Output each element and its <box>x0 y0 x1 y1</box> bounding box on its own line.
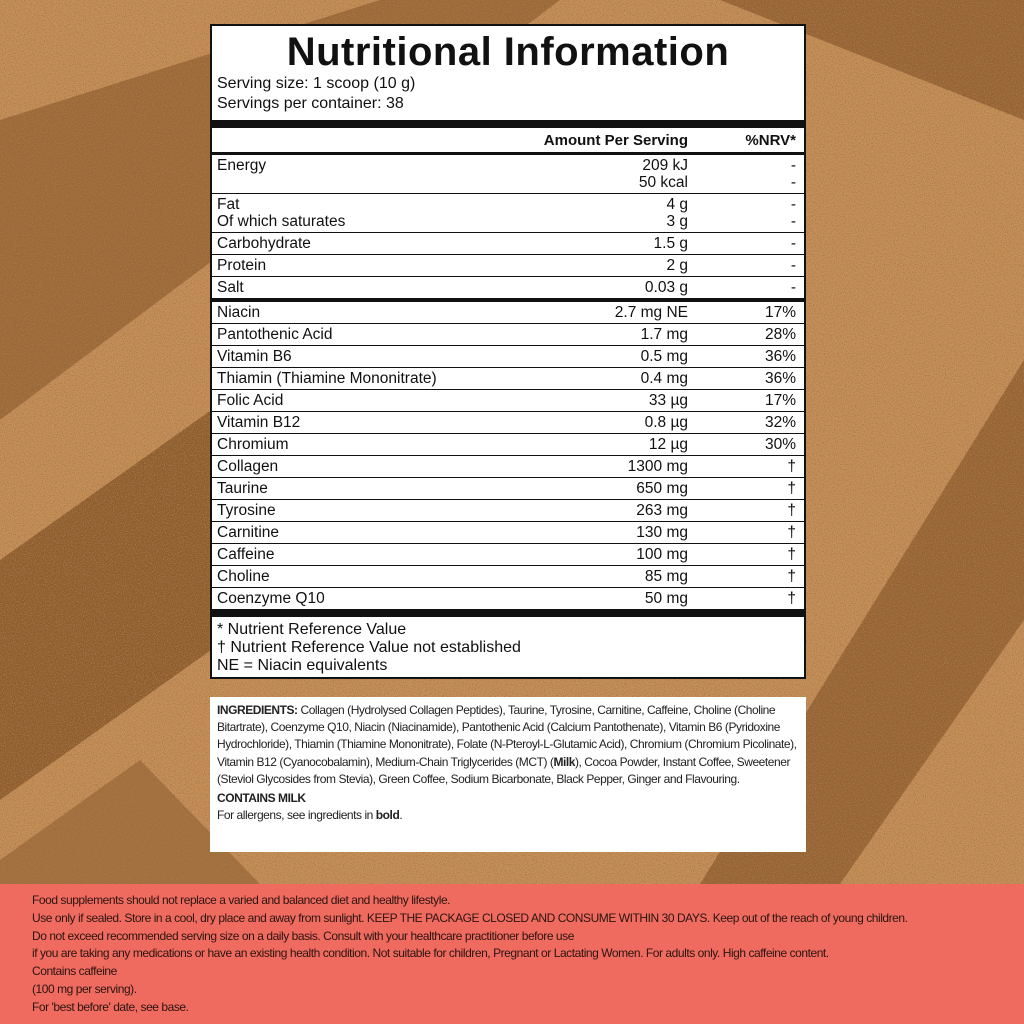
nutrient-row <box>212 277 804 298</box>
nrv-value: - <box>790 235 796 252</box>
nrv-value: - <box>790 213 796 230</box>
divider-thick <box>212 609 804 617</box>
warning-line: Contains caffeine <box>32 964 117 979</box>
nutrient-row <box>212 390 804 412</box>
nrv-value: 17% <box>764 392 796 409</box>
divider-thick <box>212 120 804 128</box>
amount-value: 3 g <box>666 213 688 230</box>
nutrient-row <box>212 544 804 566</box>
nutrient-name: Vitamin B12 <box>217 414 301 431</box>
nutrient-row <box>212 346 804 368</box>
nutrient-name: Chromium <box>217 436 289 453</box>
nutrition-label <box>210 24 806 679</box>
footnote: NE = Niacin equivalents <box>217 657 388 674</box>
amount-value: 4 g <box>666 196 688 213</box>
warning-line: (100 mg per serving). <box>32 981 137 996</box>
nutrient-name: Tyrosine <box>217 502 276 519</box>
footnotes <box>212 617 804 677</box>
nrv-value: 36% <box>764 370 796 387</box>
nutrient-name: Collagen <box>217 458 279 475</box>
allergen-milk: Milk <box>553 754 575 769</box>
amount-value: 0.4 mg <box>640 370 688 387</box>
nutrient-name: Carnitine <box>217 524 280 541</box>
nrv-value: - <box>790 157 796 174</box>
nrv-value: - <box>790 257 796 274</box>
contains-milk: CONTAINS MILK <box>217 791 306 806</box>
row-fat <box>212 194 804 233</box>
nutrient-name: Salt <box>217 279 244 296</box>
column-header-row <box>212 128 804 155</box>
warning-line: Food supplements should not replace a varied and balanced diet and healthy lifestyle. <box>32 893 451 907</box>
nrv-value: † <box>787 480 796 497</box>
nrv-value: - <box>790 196 796 213</box>
warning-line: Use only if sealed. Store in a cool, dry place and away from sunlight. KEEP THE PACKAGE CLOSED AND CONSUME WITHIN 30 DAYS. Keep out of the reach of young children. <box>32 910 908 925</box>
nutrient-row <box>212 368 804 390</box>
ingredients-heading: INGREDIENTS: <box>217 703 298 717</box>
nutrient-name: Niacin <box>217 304 261 321</box>
col-nrv-header: %NRV* <box>745 132 796 149</box>
amount-value: 2.7 mg NE <box>614 304 688 321</box>
nutrient-name: Caffeine <box>217 546 275 563</box>
amount-value: 263 mg <box>636 502 688 519</box>
amount-value: 0.5 mg <box>640 348 688 365</box>
amount-value: 85 mg <box>644 568 688 585</box>
nutrient-name: Vitamin B6 <box>217 348 292 365</box>
ingredients-text: INGREDIENTS: Collagen (Hydrolysed Collagen Peptides), Taurine, Tyrosine, Carnitine, Caffeine, Choline (Choline Bitartrate), Coenzyme Q10, Niacin (Niacinamide), Pantothenic Acid (Calcium Pantothenate), Vitamin B6 (Pyridoxine Hydrochloride), Thiamin (Thiamine Mononitrate), Folate (N-Pteroyl-L-Glutamic Acid), Chromium (Chromium Picolinate), Vitamin B12 (Cyanocobalamin), Medium-Chain Triglycerides (MCT) (Milk), Cocoa Powder, Instant Coffee, Sweetener (Steviol Glycosides from Stevia), Green Coffee, Sodium Bicarbonate, Black Pepper, Ginger and Flavouring. <box>217 703 797 786</box>
nutrient-name: Fat <box>217 196 240 213</box>
amount-value: 0.03 g <box>644 279 688 296</box>
label-title: Nutritional Information <box>286 30 730 74</box>
nutrient-row <box>212 324 804 346</box>
warning-band <box>0 884 1024 1024</box>
nutrient-row <box>212 500 804 522</box>
nutrient-name: Energy <box>217 157 267 174</box>
nrv-value: - <box>790 279 796 296</box>
nutrient-row <box>212 233 804 255</box>
warning-line: Do not exceed recommended serving size on a daily basis. Consult with your healthcare practitioner before use <box>32 928 574 943</box>
nutrient-row <box>212 412 804 434</box>
amount-value: 50 mg <box>644 590 688 607</box>
nutrient-sub-name: Of which saturates <box>217 213 346 230</box>
nrv-value: † <box>787 502 796 519</box>
warning-line: if you are taking any medications or have an existing health condition. Not suitable for children, Pregnant or Lactating Women. For adults only. High caffeine content. <box>32 946 829 961</box>
ingredients-panel <box>210 697 806 852</box>
nutrient-row <box>212 478 804 500</box>
nutrient-name: Protein <box>217 257 267 274</box>
energy-kj: 209 kJ <box>642 157 688 174</box>
nutrient-name: Choline <box>217 568 270 585</box>
nrv-value: 17% <box>764 304 796 321</box>
warning-line: For 'best before' date, see base. <box>32 999 189 1014</box>
nutrient-name: Pantothenic Acid <box>217 326 333 343</box>
nrv-value: 32% <box>764 414 796 431</box>
amount-value: 1.5 g <box>653 235 688 252</box>
nrv-value: † <box>787 524 796 541</box>
energy-kcal: 50 kcal <box>638 174 688 191</box>
allergen-note: For allergens, see ingredients in bold. <box>217 808 403 823</box>
nutrient-name: Folic Acid <box>217 392 284 409</box>
nutrient-row <box>212 588 804 609</box>
micro-rows <box>212 302 804 609</box>
col-amount-header: Amount Per Serving <box>543 132 688 149</box>
nutrient-name: Carbohydrate <box>217 235 311 252</box>
nutrient-name: Thiamin (Thiamine Mononitrate) <box>217 370 437 387</box>
nrv-value: † <box>787 568 796 585</box>
nrv-value: † <box>787 546 796 563</box>
nrv-value: - <box>790 174 796 191</box>
nutrient-row <box>212 255 804 277</box>
footnote: † Nutrient Reference Value not established <box>217 639 521 656</box>
nrv-value: † <box>787 590 796 607</box>
serving-size: Serving size: 1 scoop (10 g) <box>217 75 416 92</box>
footnote: * Nutrient Reference Value <box>217 621 407 638</box>
nutrient-row <box>212 302 804 324</box>
nrv-value: † <box>787 458 796 475</box>
amount-value: 0.8 µg <box>644 414 688 431</box>
nutrient-name: Coenzyme Q10 <box>217 590 325 607</box>
amount-value: 650 mg <box>636 480 688 497</box>
nrv-value: 28% <box>764 326 796 343</box>
amount-value: 100 mg <box>636 546 688 563</box>
macro-rows <box>212 233 804 298</box>
amount-value: 2 g <box>666 257 688 274</box>
nutrient-row <box>212 522 804 544</box>
nutrient-row <box>212 456 804 478</box>
amount-value: 12 µg <box>648 436 688 453</box>
nutrient-row <box>212 566 804 588</box>
amount-value: 1300 mg <box>627 458 688 475</box>
nutrient-row <box>212 434 804 456</box>
nrv-value: 30% <box>764 436 796 453</box>
amount-value: 33 µg <box>648 392 688 409</box>
amount-value: 130 mg <box>636 524 688 541</box>
nutrient-name: Taurine <box>217 480 268 497</box>
amount-value: 1.7 mg <box>640 326 688 343</box>
servings-per-container: Servings per container: 38 <box>217 95 404 112</box>
row-energy <box>212 155 804 194</box>
nrv-value: 36% <box>764 348 796 365</box>
